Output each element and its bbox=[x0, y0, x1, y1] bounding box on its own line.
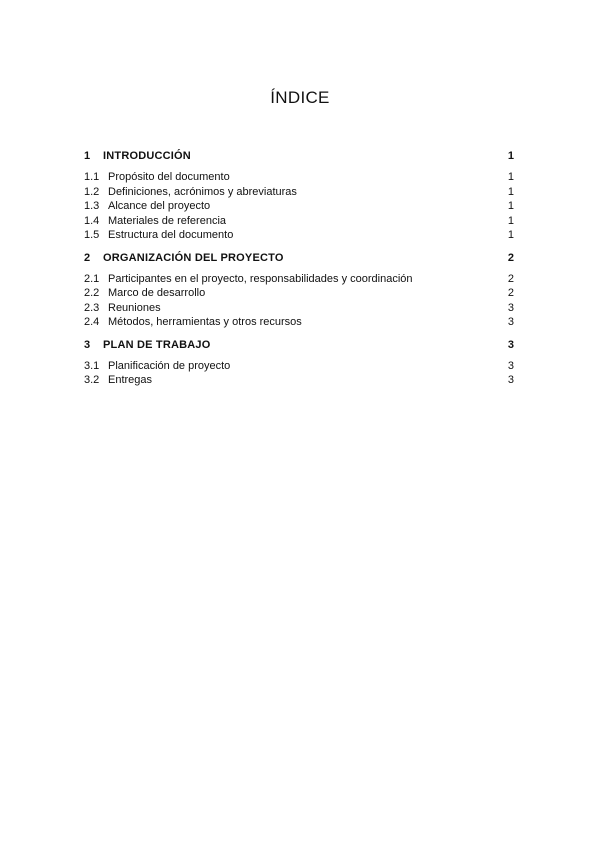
entry-page-number: 3 bbox=[507, 359, 514, 372]
entry-title: Métodos, herramientas y otros recursos bbox=[108, 316, 302, 328]
entry-number: 1.1 bbox=[84, 171, 100, 183]
toc-entry[interactable] bbox=[84, 171, 514, 186]
toc-entry[interactable] bbox=[84, 215, 514, 230]
entry-page-number: 3 bbox=[507, 301, 514, 314]
entry-page-number: 2 bbox=[507, 287, 514, 299]
entry-page-number: 1 bbox=[507, 214, 514, 227]
entry-page-number: 1 bbox=[507, 229, 514, 241]
entry-number: 3.2 bbox=[84, 374, 100, 386]
entry-page-number: 1 bbox=[507, 185, 514, 198]
entry-number: 2.1 bbox=[84, 272, 100, 285]
entry-number: 2.4 bbox=[84, 316, 100, 328]
section-number: 3 bbox=[84, 338, 91, 351]
entry-number: 2.3 bbox=[84, 301, 100, 314]
entry-page-number: 1 bbox=[507, 200, 514, 212]
section-title: ORGANIZACIÓN DEL PROYECTO bbox=[103, 251, 284, 264]
toc-section-3 bbox=[84, 339, 514, 389]
section-page-number: 2 bbox=[507, 251, 514, 264]
entry-title: Participantes en el proyecto, responsabilidades y coordinación bbox=[108, 272, 413, 285]
entry-number: 1.5 bbox=[84, 229, 100, 241]
section-page-number: 3 bbox=[507, 338, 514, 351]
table-of-contents bbox=[84, 150, 514, 397]
toc-entry[interactable] bbox=[84, 374, 514, 389]
entry-title: Reuniones bbox=[108, 301, 161, 314]
toc-entry[interactable] bbox=[84, 200, 514, 215]
toc-section-1 bbox=[84, 150, 514, 244]
entry-number: 2.2 bbox=[84, 287, 100, 299]
entry-page-number: 2 bbox=[507, 272, 514, 285]
section-title: INTRODUCCIÓN bbox=[103, 150, 191, 162]
toc-entry[interactable] bbox=[84, 302, 514, 317]
entry-title: Marco de desarrollo bbox=[108, 287, 206, 299]
toc-entry[interactable] bbox=[84, 186, 514, 201]
toc-section-heading[interactable] bbox=[84, 339, 514, 355]
entry-title: Materiales de referencia bbox=[108, 214, 227, 227]
section-number: 2 bbox=[84, 251, 91, 264]
toc-entry[interactable] bbox=[84, 316, 514, 331]
toc-section-heading[interactable] bbox=[84, 252, 514, 268]
entry-number: 1.2 bbox=[84, 185, 100, 198]
entry-title: Entregas bbox=[108, 374, 153, 386]
entry-page-number: 3 bbox=[507, 316, 514, 328]
entry-page-number: 1 bbox=[507, 171, 514, 183]
entry-title: Definiciones, acrónimos y abreviaturas bbox=[108, 185, 297, 198]
entry-title: Alcance del proyecto bbox=[108, 200, 211, 212]
entry-title: Propósito del documento bbox=[108, 171, 230, 183]
entry-title: Planificación de proyecto bbox=[108, 359, 231, 372]
toc-entry[interactable] bbox=[84, 287, 514, 302]
section-page-number: 1 bbox=[507, 150, 514, 162]
page-title: ÍNDICE bbox=[270, 88, 330, 107]
section-number: 1 bbox=[84, 150, 91, 162]
entry-title: Estructura del documento bbox=[108, 229, 234, 241]
toc-section-heading[interactable] bbox=[84, 150, 514, 166]
entry-page-number: 3 bbox=[507, 374, 514, 386]
entry-number: 1.4 bbox=[84, 214, 100, 227]
entry-number: 3.1 bbox=[84, 359, 100, 372]
toc-entry[interactable] bbox=[84, 360, 514, 375]
toc-section-2 bbox=[84, 252, 514, 331]
toc-entry[interactable] bbox=[84, 273, 514, 288]
toc-entry[interactable] bbox=[84, 229, 514, 244]
section-title: PLAN DE TRABAJO bbox=[103, 338, 211, 351]
entry-number: 1.3 bbox=[84, 200, 100, 212]
